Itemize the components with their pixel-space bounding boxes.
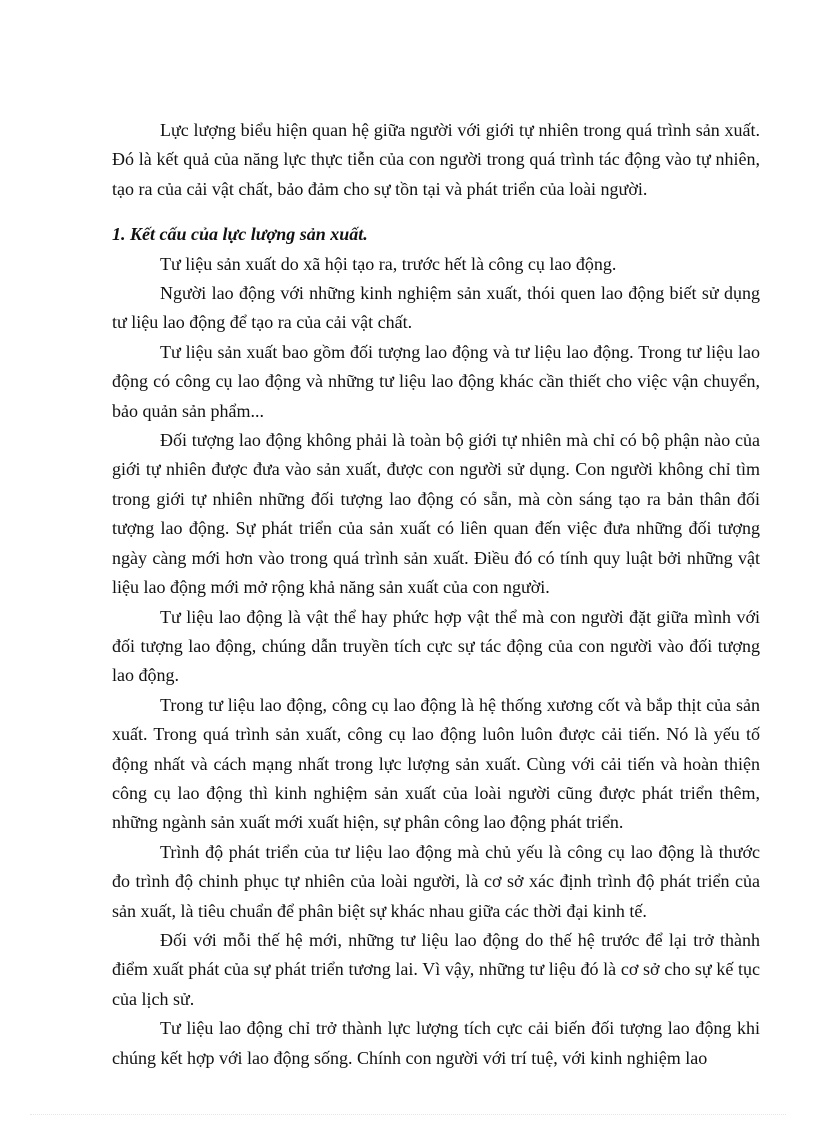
body-paragraph-2: Người lao động với những kinh nghiệm sản xuất, thói quen lao động biết sử dụng tư liệu lao động để tạo ra của cải vật chất.	[112, 283, 760, 333]
body-paragraph-7: Trình độ phát triển của tư liệu lao động mà chủ yếu là công cụ lao động là thước đo trình độ chinh phục tự nhiên của loài người, là cơ sở xác định trình độ phát triển của sản xuất, là tiêu chuẩn để phân biệt sự khác nhau giữa các thời đại kinh tế.	[112, 841, 760, 921]
section-heading: 1. Kết cấu của lực lượng sản xuất.	[112, 224, 368, 245]
body-paragraph-3: Tư liệu sản xuất bao gồm đối tượng lao động và tư liệu lao động. Trong tư liệu lao động có công cụ lao động và những tư liệu lao động khác cần thiết cho việc vận chuyển, bảo quản sản phẩm...	[112, 341, 760, 421]
body-paragraph-1: Tư liệu sản xuất do xã hội tạo ra, trước hết là công cụ lao động.	[160, 253, 617, 274]
body-paragraph-9: Tư liệu lao động chỉ trở thành lực lượng tích cực cải biến đối tượng lao động khi chúng kết hợp với lao động sống. Chính con người với trí tuệ, với kinh nghiệm lao	[112, 1018, 760, 1068]
body-paragraph-6: Trong tư liệu lao động, công cụ lao động là hệ thống xương cốt và bắp thịt của sản xuất. Trong quá trình sản xuất, công cụ lao động luôn luôn được cải tiến. Nó là yếu tố động nhất và cách mạng nhất trong lực lượng sản xuất. Cùng với cải tiến và hoàn thiện công cụ lao động thì kinh nghiệm sản xuất của loài người cũng được phát triển thêm, những ngành sản xuất mới xuất hiện, sự phân công lao động phát triển.	[112, 694, 760, 833]
intro-paragraph: Lực lượng biểu hiện quan hệ giữa người với giới tự nhiên trong quá trình sản xuất. Đó là kết quả của năng lực thực tiễn của con người trong quá trình tác động vào tự nhiên, tạo ra của cải vật chất, bảo đảm cho sự tồn tại và phát triển của loài người.	[112, 120, 760, 199]
body-paragraph-5: Tư liệu lao động là vật thể hay phức hợp vật thể mà con người đặt giữa mình với đối tượng lao động, chúng dẫn truyền tích cực sự tác động của con người vào đối tượng lao động.	[112, 606, 760, 686]
body-paragraph-4: Đối tượng lao động không phải là toàn bộ giới tự nhiên mà chỉ có bộ phận nào của giới tự nhiên được đưa vào sản xuất, được con người sử dụng. Con người không chỉ tìm trong giới tự nhiên những đối tượng lao động có sẵn, mà còn sáng tạo ra bản thân đối tượng lao động. Sự phát triển của sản xuất có liên quan đến việc đưa những đối tượng ngày càng mới hơn vào trong quá trình sản xuất. Điều đó có tính quy luật bởi những vật liệu lao động mới mở rộng khả năng sản xuất của con người.	[112, 430, 760, 598]
page-bottom-divider	[30, 1114, 786, 1115]
document-page	[112, 116, 760, 1073]
body-paragraph-8: Đối với mỗi thế hệ mới, những tư liệu lao động do thế hệ trước để lại trở thành điểm xuất phát của sự phát triển tương lai. Vì vậy, những tư liệu đó là cơ sở cho sự kế tục của lịch sử.	[112, 929, 760, 1009]
